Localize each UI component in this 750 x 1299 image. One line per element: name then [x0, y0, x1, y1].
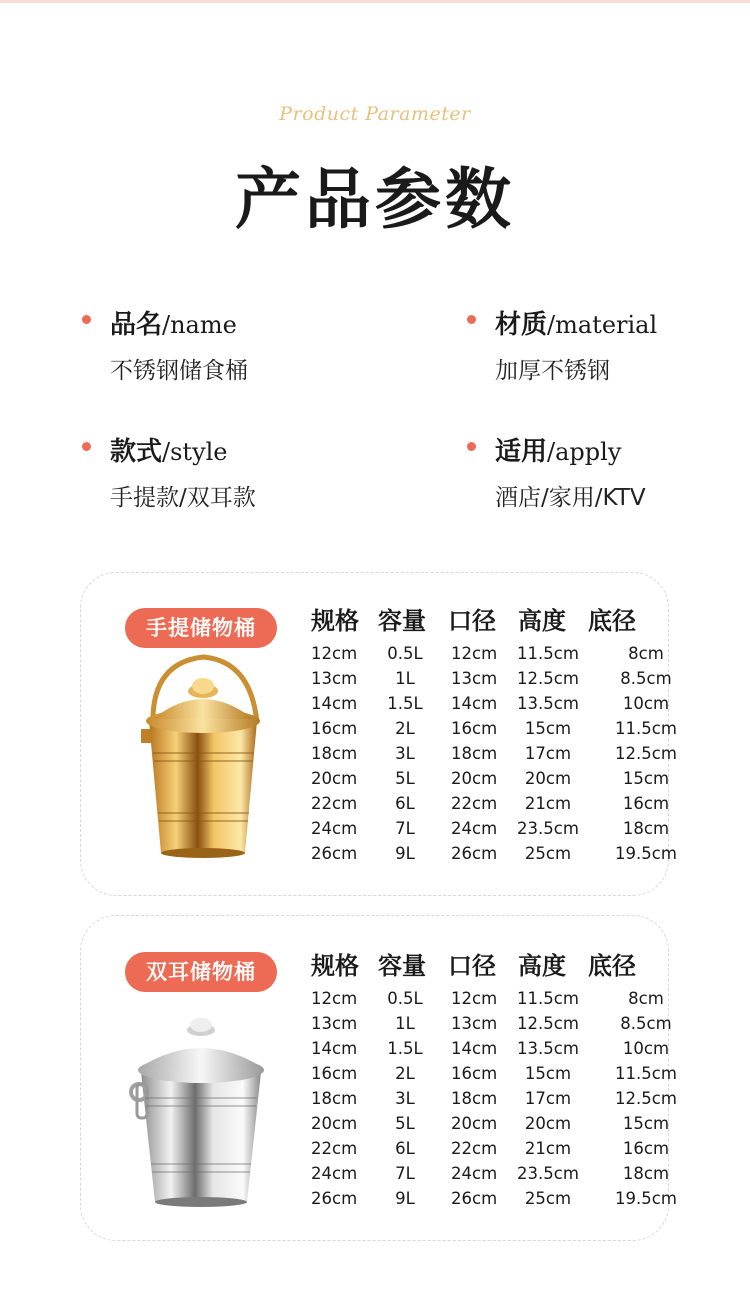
- spec-header-cell: 底径: [588, 952, 636, 980]
- table-cell: 19.5cm: [615, 844, 677, 863]
- param-label: [495, 304, 657, 341]
- param-label-cn: 品名: [110, 310, 163, 340]
- table-cell: 1.5L: [387, 694, 423, 713]
- table-cell: 0.5L: [387, 644, 423, 663]
- spec-header-row: [311, 946, 691, 986]
- bullet-dot-icon: [82, 315, 91, 324]
- spec-header-cell: 高度: [518, 607, 566, 635]
- table-cell: 15cm: [524, 1064, 572, 1083]
- spec-header-cell: 容量: [378, 952, 426, 980]
- table-cell: 16cm: [311, 1064, 358, 1083]
- table-cell: 19.5cm: [615, 1189, 677, 1208]
- section-subtitle: Product Parameter: [279, 103, 471, 125]
- table-row: [311, 1186, 691, 1211]
- table-cell: 20cm: [311, 1114, 358, 1133]
- table-row: [311, 1086, 691, 1111]
- table-cell: 2L: [395, 1064, 415, 1083]
- table-row: [311, 741, 691, 766]
- param-label-cn: 适用: [495, 437, 548, 467]
- table-cell: 10cm: [622, 694, 670, 713]
- table-row: [311, 691, 691, 716]
- table-cell: 12cm: [311, 989, 358, 1008]
- table-cell: 11.5cm: [615, 719, 677, 738]
- table-cell: 12.5cm: [615, 744, 677, 763]
- spec-header-row: [311, 601, 691, 641]
- table-cell: 8.5cm: [620, 669, 672, 688]
- table-row: [311, 1136, 691, 1161]
- table-cell: 12.5cm: [517, 669, 579, 688]
- param-label: [110, 431, 228, 468]
- param-style: [82, 431, 382, 511]
- table-cell: 18cm: [311, 1089, 358, 1108]
- product-card-ear: [80, 915, 677, 1241]
- table-cell: 6L: [395, 794, 415, 813]
- product-card-handle: [80, 572, 677, 896]
- table-cell: 13.5cm: [517, 1039, 579, 1058]
- table-cell: 13cm: [451, 1014, 498, 1033]
- spec-header-cell: 口径: [448, 607, 496, 635]
- table-cell: 3L: [395, 1089, 415, 1108]
- spec-header-cell: 规格: [311, 952, 359, 980]
- param-label-en: /name: [162, 311, 237, 339]
- table-cell: 3L: [395, 744, 415, 763]
- table-cell: 22cm: [311, 1139, 358, 1158]
- table-cell: 14cm: [451, 694, 498, 713]
- table-cell: 6L: [395, 1139, 415, 1158]
- table-cell: 12.5cm: [517, 1014, 579, 1033]
- table-cell: 15cm: [622, 1114, 670, 1133]
- table-cell: 18cm: [451, 744, 498, 763]
- table-cell: 9L: [395, 1189, 415, 1208]
- section-title: 产品参数: [235, 161, 515, 238]
- param-label: [495, 431, 621, 468]
- table-row: [311, 1011, 691, 1036]
- table-cell: 14cm: [451, 1039, 498, 1058]
- table-cell: 12.5cm: [615, 1089, 677, 1108]
- table-cell: 24cm: [451, 1164, 498, 1183]
- table-cell: 20cm: [524, 1114, 572, 1133]
- bullet-dot-icon: [467, 442, 476, 451]
- table-cell: 26cm: [311, 844, 358, 863]
- table-cell: 22cm: [311, 794, 358, 813]
- table-cell: 25cm: [524, 1189, 572, 1208]
- table-cell: 22cm: [451, 1139, 498, 1158]
- table-cell: 0.5L: [387, 989, 423, 1008]
- table-cell: 23.5cm: [517, 1164, 579, 1183]
- table-cell: 18cm: [622, 819, 670, 838]
- table-cell: 12cm: [451, 644, 498, 663]
- table-row: [311, 1061, 691, 1086]
- bullet-dot-icon: [82, 442, 91, 451]
- table-cell: 13cm: [311, 1014, 358, 1033]
- table-cell: 13cm: [311, 669, 358, 688]
- product-badge: 双耳储物桶: [125, 952, 277, 992]
- silver-bucket-image: [125, 1014, 275, 1210]
- table-cell: 11.5cm: [615, 1064, 677, 1083]
- table-cell: 14cm: [311, 694, 358, 713]
- table-cell: 16cm: [622, 794, 670, 813]
- table-cell: 20cm: [451, 769, 498, 788]
- table-cell: 25cm: [524, 844, 572, 863]
- table-cell: 8cm: [628, 644, 664, 663]
- spec-header-cell: 规格: [311, 607, 359, 635]
- spec-header-cell: 底径: [588, 607, 636, 635]
- table-row: [311, 986, 691, 1011]
- table-cell: 9L: [395, 844, 415, 863]
- table-cell: 24cm: [451, 819, 498, 838]
- product-badge: 手提储物桶: [125, 608, 277, 648]
- top-accent-bar: [0, 0, 750, 3]
- table-row: [311, 791, 691, 816]
- table-row: [311, 641, 691, 666]
- param-label-en: /style: [162, 438, 228, 466]
- table-cell: 21cm: [524, 1139, 572, 1158]
- spec-header-cell: 口径: [448, 952, 496, 980]
- table-cell: 15cm: [524, 719, 572, 738]
- spec-table: [311, 601, 691, 866]
- table-cell: 24cm: [311, 1164, 358, 1183]
- spec-table: [311, 946, 691, 1211]
- table-cell: 18cm: [311, 744, 358, 763]
- table-cell: 10cm: [622, 1039, 670, 1058]
- table-cell: 8.5cm: [620, 1014, 672, 1033]
- param-material: [467, 304, 747, 384]
- table-cell: 7L: [395, 819, 415, 838]
- table-cell: 8cm: [628, 989, 664, 1008]
- table-cell: 1L: [395, 669, 415, 688]
- table-cell: 24cm: [311, 819, 358, 838]
- table-cell: 23.5cm: [517, 819, 579, 838]
- table-cell: 5L: [395, 1114, 415, 1133]
- param-name: [82, 304, 382, 384]
- param-label-en: /apply: [547, 438, 622, 466]
- table-cell: 13cm: [451, 669, 498, 688]
- param-value: 手提款/双耳款: [110, 485, 256, 511]
- table-row: [311, 1036, 691, 1061]
- table-cell: 1L: [395, 1014, 415, 1033]
- table-row: [311, 766, 691, 791]
- table-cell: 16cm: [311, 719, 358, 738]
- table-cell: 17cm: [524, 744, 572, 763]
- table-cell: 16cm: [622, 1139, 670, 1158]
- table-cell: 20cm: [311, 769, 358, 788]
- table-cell: 16cm: [451, 1064, 498, 1083]
- table-cell: 12cm: [451, 989, 498, 1008]
- table-cell: 15cm: [622, 769, 670, 788]
- table-cell: 20cm: [451, 1114, 498, 1133]
- table-row: [311, 841, 691, 866]
- param-label-cn: 款式: [110, 437, 163, 467]
- param-value: 不锈钢储食桶: [110, 358, 248, 384]
- table-cell: 7L: [395, 1164, 415, 1183]
- param-label: [110, 304, 237, 341]
- table-cell: 1.5L: [387, 1039, 423, 1058]
- table-cell: 20cm: [524, 769, 572, 788]
- param-label-en: /material: [547, 311, 658, 339]
- table-cell: 21cm: [524, 794, 572, 813]
- param-value: 加厚不锈钢: [495, 358, 610, 384]
- param-label-cn: 材质: [495, 310, 548, 340]
- param-value: 酒店/家用/KTV: [495, 485, 646, 511]
- table-cell: 26cm: [311, 1189, 358, 1208]
- table-cell: 18cm: [622, 1164, 670, 1183]
- gold-bucket-image: [131, 653, 271, 863]
- table-row: [311, 816, 691, 841]
- table-cell: 13.5cm: [517, 694, 579, 713]
- table-row: [311, 1161, 691, 1186]
- param-apply: [467, 431, 747, 511]
- bullet-dot-icon: [467, 315, 476, 324]
- table-cell: 12cm: [311, 644, 358, 663]
- table-row: [311, 716, 691, 741]
- table-cell: 18cm: [451, 1089, 498, 1108]
- spec-header-cell: 高度: [518, 952, 566, 980]
- table-cell: 11.5cm: [517, 644, 579, 663]
- spec-header-cell: 容量: [378, 607, 426, 635]
- table-cell: 17cm: [524, 1089, 572, 1108]
- table-cell: 5L: [395, 769, 415, 788]
- table-cell: 22cm: [451, 794, 498, 813]
- table-cell: 26cm: [451, 1189, 498, 1208]
- table-cell: 14cm: [311, 1039, 358, 1058]
- table-cell: 16cm: [451, 719, 498, 738]
- table-cell: 11.5cm: [517, 989, 579, 1008]
- table-row: [311, 666, 691, 691]
- table-row: [311, 1111, 691, 1136]
- table-cell: 26cm: [451, 844, 498, 863]
- table-cell: 2L: [395, 719, 415, 738]
